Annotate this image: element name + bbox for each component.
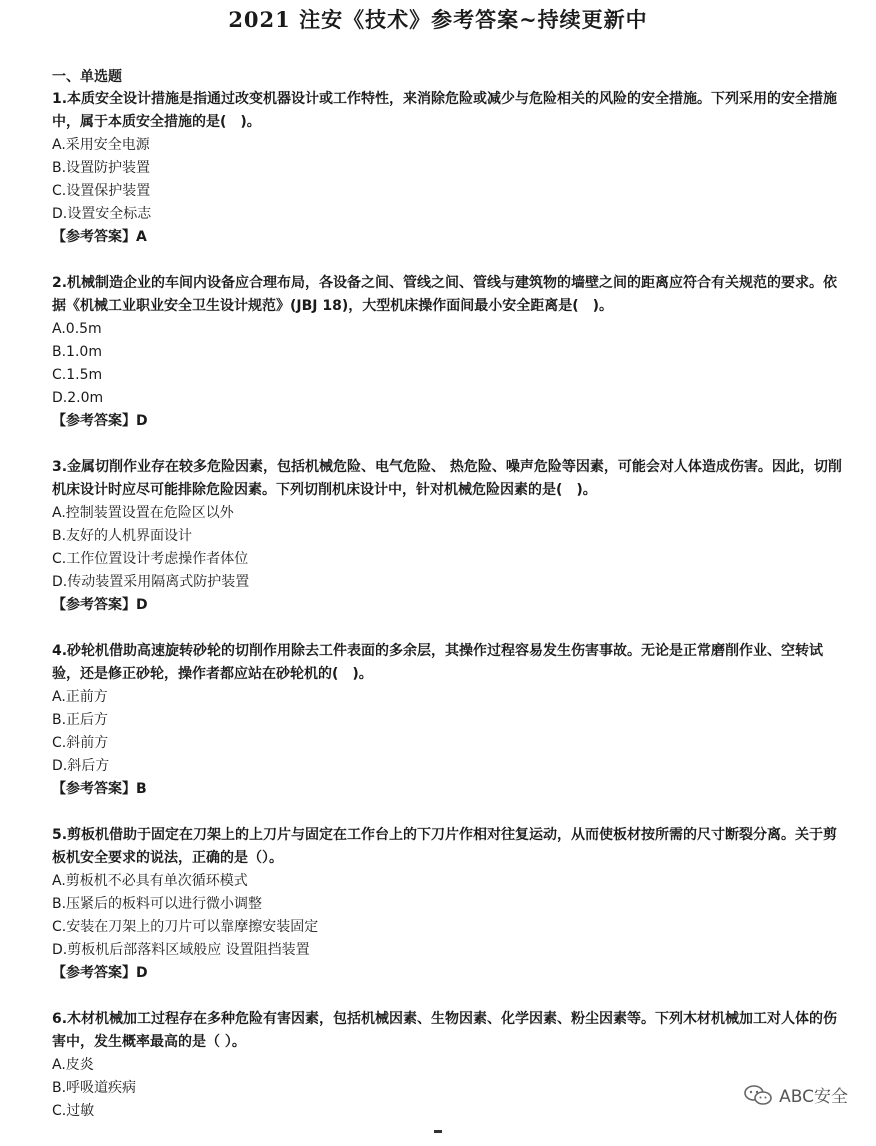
question-item (52, 88, 842, 249)
answer-option: D.传动装置采用隔离式防护装置 (52, 574, 250, 590)
question-item (52, 456, 842, 617)
answer-option: C.安装在刀架上的刀片可以靠摩擦安装固定 (52, 919, 319, 935)
question-item (52, 272, 842, 433)
questions-container (52, 88, 842, 1123)
wechat-icon (743, 1084, 773, 1106)
question-item (52, 1008, 842, 1123)
watermark (743, 1082, 848, 1107)
question-stem: 6.木材机械加工过程存在多种危险有害因素，包括机械因素、生物因素、化学因素、粉尘因素等。下列木材机械加工对人体的伤害中，发生概率最高的是（ ）。 (52, 1011, 838, 1050)
question-stem: 1.本质安全设计措施是指通过改变机器设计或工作特性，来消除危险或减少与危险相关的风险的安全措施。下列采用的安全措施中，属于本质安全措施的是( )。 (52, 91, 838, 130)
answer-option: B.压紧后的板料可以进行微小调整 (52, 896, 263, 912)
answer-option: A.正前方 (52, 689, 108, 705)
answer-option: D.2.0m (52, 390, 104, 406)
section-heading: 一、单选题 (52, 69, 122, 85)
question-item (52, 640, 842, 801)
answer-option: B.1.0m (52, 344, 102, 360)
answer-option: B.友好的人机界面设计 (52, 528, 193, 544)
answer-option: A.0.5m (52, 321, 102, 337)
question-stem: 5.剪板机借助于固定在刀架上的上刀片与固定在工作台上的下刀片作相对往复运动，从而使板材按所需的尺寸断裂分离。关于剪板机安全要求的说法，正确的是（）。 (52, 827, 838, 866)
answer-option: D.剪板机后部落料区域般应 设置阻挡装置 (52, 942, 310, 958)
answer-option: B.呼吸道疾病 (52, 1080, 137, 1096)
answer-option: B.设置防护装置 (52, 160, 151, 176)
answer-option: D.斜后方 (52, 758, 110, 774)
answer-option: C.设置保护装置 (52, 183, 151, 199)
reference-answer: 【参考答案】D (52, 965, 148, 981)
question-stem: 3.金属切削作业存在较多危险因素，包括机械危险、电气危险、 热危险、噪声危险等因素，可能会对人体造成伤害。因此，切削机床设计时应尽可能排除危险因素。下列切削机床设计中，针对机械危险因素的是( )。 (52, 459, 842, 498)
answer-option: A.剪板机不必具有单次循环模式 (52, 873, 248, 889)
reference-answer: 【参考答案】D (52, 597, 148, 613)
question-list (52, 66, 842, 1146)
answer-option: A.控制装置设置在危险区以外 (52, 505, 234, 521)
answer-option: A.采用安全电源 (52, 137, 150, 153)
answer-option: C.工作位置设计考虑操作者体位 (52, 551, 249, 567)
reference-answer: 【参考答案】B (52, 781, 147, 797)
watermark-text: ABC安全 (779, 1087, 848, 1107)
answer-option: A.皮炎 (52, 1057, 94, 1073)
question-stem: 4.砂轮机借助高速旋转砂轮的切削作用除去工件表面的多余层，其操作过程容易发生伤害事故。无论是正常磨削作业、空转试验，还是修正砂轮，操作者都应站在砂轮机的( )。 (52, 643, 824, 682)
question-item (52, 824, 842, 985)
reference-answer: 【参考答案】D (52, 413, 148, 429)
answer-option: C.过敏 (52, 1103, 95, 1119)
answer-option: C.1.5m (52, 367, 103, 383)
question-stem: 2.机械制造企业的车间内设备应合理布局，各设备之间、管线之间、管线与建筑物的墙壁之间的距离应符合有关规范的要求。依据《机械工业职业安全卫生设计规范》(JBJ 18)，大型机床操作面间最小安全距离是( )。 (52, 275, 838, 314)
answer-option: D.设置安全标志 (52, 206, 152, 222)
answer-option: C.斜前方 (52, 735, 109, 751)
answer-option: B.正后方 (52, 712, 109, 728)
reference-answer: 【参考答案】A (52, 229, 147, 245)
document-title: 2021 注安《技术》参考答案~持续更新中 (228, 7, 648, 32)
